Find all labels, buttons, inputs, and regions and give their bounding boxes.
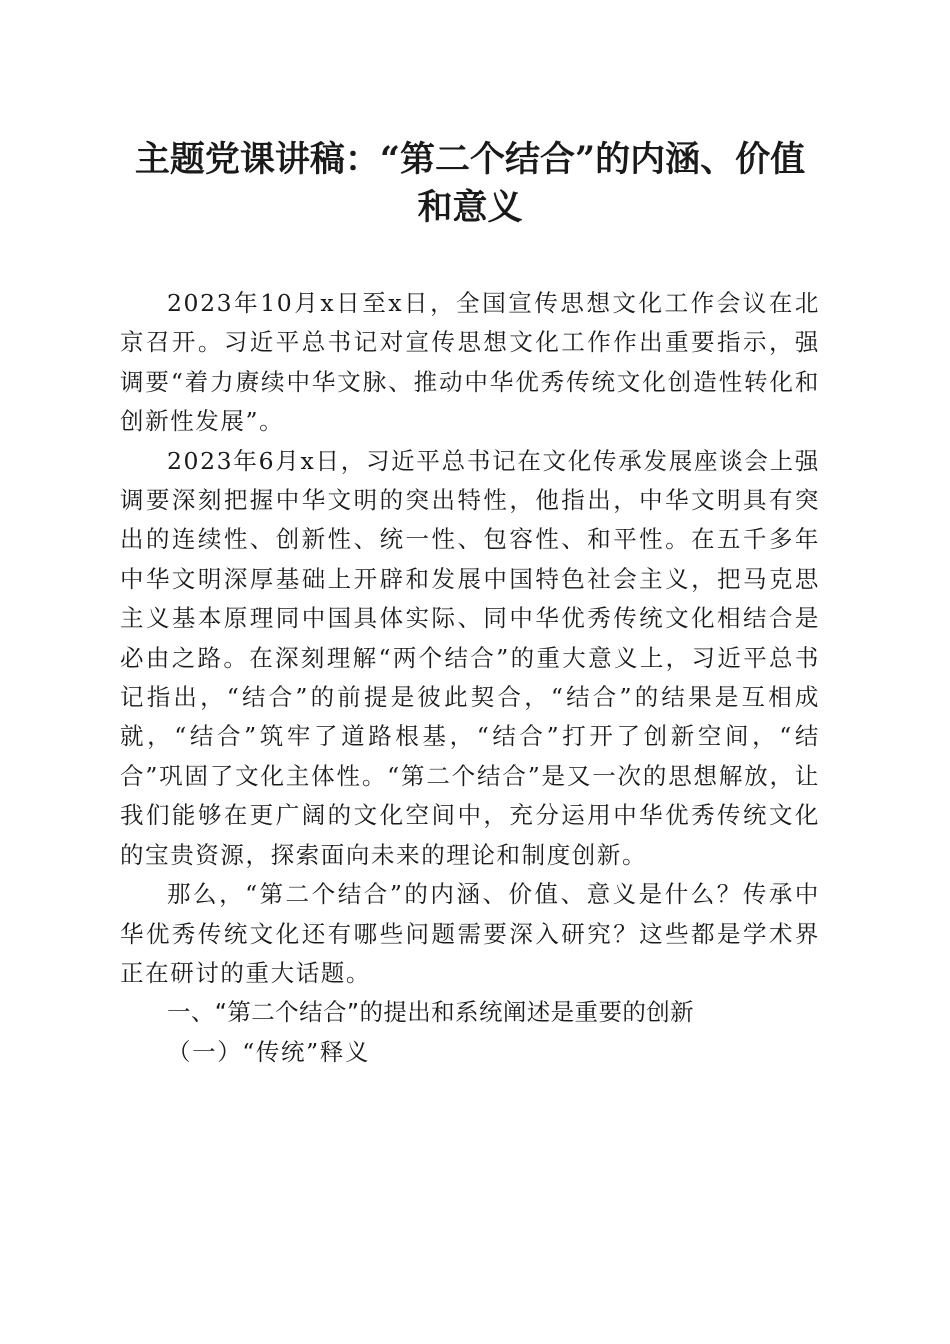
section-heading: 一、“第二个结合”的提出和系统阐述是重要的创新 bbox=[167, 998, 695, 1027]
paragraph-conference: 2023年10月x日至x日，全国宣传思想文化工作会议在北京召开。习近平总书记对宣传思想文化工作作出重要指示，强调要“着力赓续中华文脉、推动中华优秀传统文化创造性转化和创新性发展”。 bbox=[120, 289, 820, 436]
paragraph-questions: 那么，“第二个结合”的内涵、价值、意义是什么？传承中华优秀传统文化还有哪些问题需要深入研究？这些都是学术界正在研讨的重大话题。 bbox=[120, 880, 820, 987]
document-title-line-1: 主题党课讲稿：“第二个结合”的内涵、价值 bbox=[134, 139, 806, 180]
document-title bbox=[120, 136, 820, 232]
subsection-heading: （一）“传统”释义 bbox=[167, 1037, 370, 1066]
document-title-line-2: 和意义 bbox=[417, 187, 523, 228]
paragraph-symposium: 2023年6月x日，习近平总书记在文化传承发展座谈会上强调要深刻把握中华文明的突出特性，他指出，中华文明具有突出的连续性、创新性、统一性、包容性、和平性。在五千多年中华文明深厚基础上开辟和发展中国特色社会主义，把马克思主义基本原理同中国具体实际、同中华优秀传统文化相结合是必由之路。在深刻理解“两个结合”的重大意义上，习近平总书记指出，“结合”的前提是彼此契合，“结合”的结果是互相成就，“结合”筑牢了道路根基，“结合”打开了创新空间，“结合”巩固了文化主体性。“第二个结合”是又一次的思想解放，让我们能够在更广阔的文化空间中，充分运用中华优秀传统文化的宝贵资源，探索面向未来的理论和制度创新。 bbox=[120, 446, 820, 869]
document-body bbox=[120, 284, 820, 1072]
